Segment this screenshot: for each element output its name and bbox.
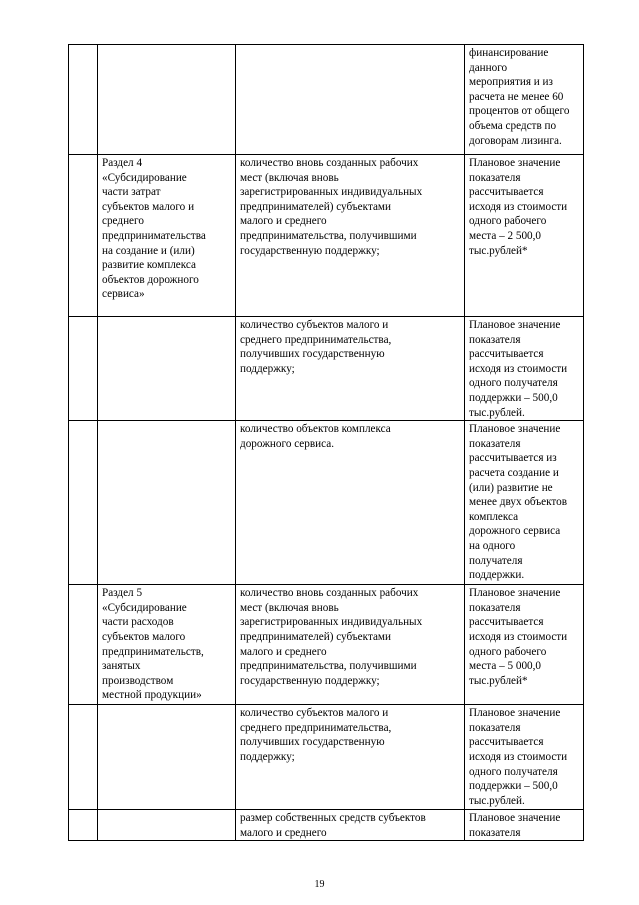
section-cell bbox=[98, 810, 236, 841]
note-cell: Плановое значение показателя рассчитывается исходя из стоимости одного рабочего места – 5 000,0 тыс.рублей* bbox=[465, 585, 584, 705]
indicator-cell: размер собственных средств субъектов малого и среднего bbox=[236, 810, 465, 841]
row-number-cell bbox=[69, 705, 98, 810]
row-number-cell bbox=[69, 155, 98, 317]
table-row bbox=[69, 155, 584, 317]
indicator-cell: количество вновь созданных рабочих мест (включая вновь зарегистрированных индивидуальных предпринимателей) субъектами малого и среднего предпринимательства, получившими государственную поддержку; bbox=[236, 155, 465, 317]
row-number-cell bbox=[69, 810, 98, 841]
note-cell: финансирование данного мероприятия и из расчета не менее 60 процентов от общего объема средств по договорам лизинга. bbox=[465, 45, 584, 155]
row-number-cell bbox=[69, 585, 98, 705]
section-cell: Раздел 5 «Субсидирование части расходов субъектов малого предпринимательств, занятых производством местной продукции» bbox=[98, 585, 236, 705]
page-number: 19 bbox=[314, 879, 325, 890]
table-row bbox=[69, 705, 584, 810]
row-number-cell bbox=[69, 421, 98, 585]
section-cell bbox=[98, 45, 236, 155]
section-cell bbox=[98, 705, 236, 810]
section-cell bbox=[98, 421, 236, 585]
indicator-cell: количество вновь созданных рабочих мест (включая вновь зарегистрированных индивидуальных предпринимателей) субъектами малого и среднего предпринимательства, получившими государственную поддержку; bbox=[236, 585, 465, 705]
table-row bbox=[69, 45, 584, 155]
note-cell: Плановое значение показателя рассчитывается исходя из стоимости одного получателя поддержки – 500,0 тыс.рублей. bbox=[465, 705, 584, 810]
note-cell: Плановое значение показателя рассчитывается исходя из стоимости одного рабочего места – 2 500,0 тыс.рублей* bbox=[465, 155, 584, 317]
indicators-table bbox=[68, 44, 584, 841]
table-row bbox=[69, 317, 584, 421]
table-row bbox=[69, 585, 584, 705]
note-cell: Плановое значение показателя рассчитывается исходя из стоимости одного получателя поддержки – 500,0 тыс.рублей. bbox=[465, 317, 584, 421]
note-cell: Плановое значение показателя bbox=[465, 810, 584, 841]
table-row bbox=[69, 810, 584, 841]
indicator-cell bbox=[236, 45, 465, 155]
row-number-cell bbox=[69, 317, 98, 421]
section-cell: Раздел 4 «Субсидирование части затрат субъектов малого и среднего предпринимательства на создание и (или) развитие комплекса объектов дорожного сервиса» bbox=[98, 155, 236, 317]
indicator-cell: количество субъектов малого и среднего предпринимательства, получивших государственную поддержку; bbox=[236, 705, 465, 810]
indicator-cell: количество объектов комплекса дорожного сервиса. bbox=[236, 421, 465, 585]
indicator-cell: количество субъектов малого и среднего предпринимательства, получивших государственную поддержку; bbox=[236, 317, 465, 421]
row-number-cell bbox=[69, 45, 98, 155]
note-cell: Плановое значение показателя рассчитывается из расчета создание и (или) развитие не менее двух объектов комплекса дорожного сервиса на одного получателя поддержки. bbox=[465, 421, 584, 585]
table-row bbox=[69, 421, 584, 585]
section-cell bbox=[98, 317, 236, 421]
